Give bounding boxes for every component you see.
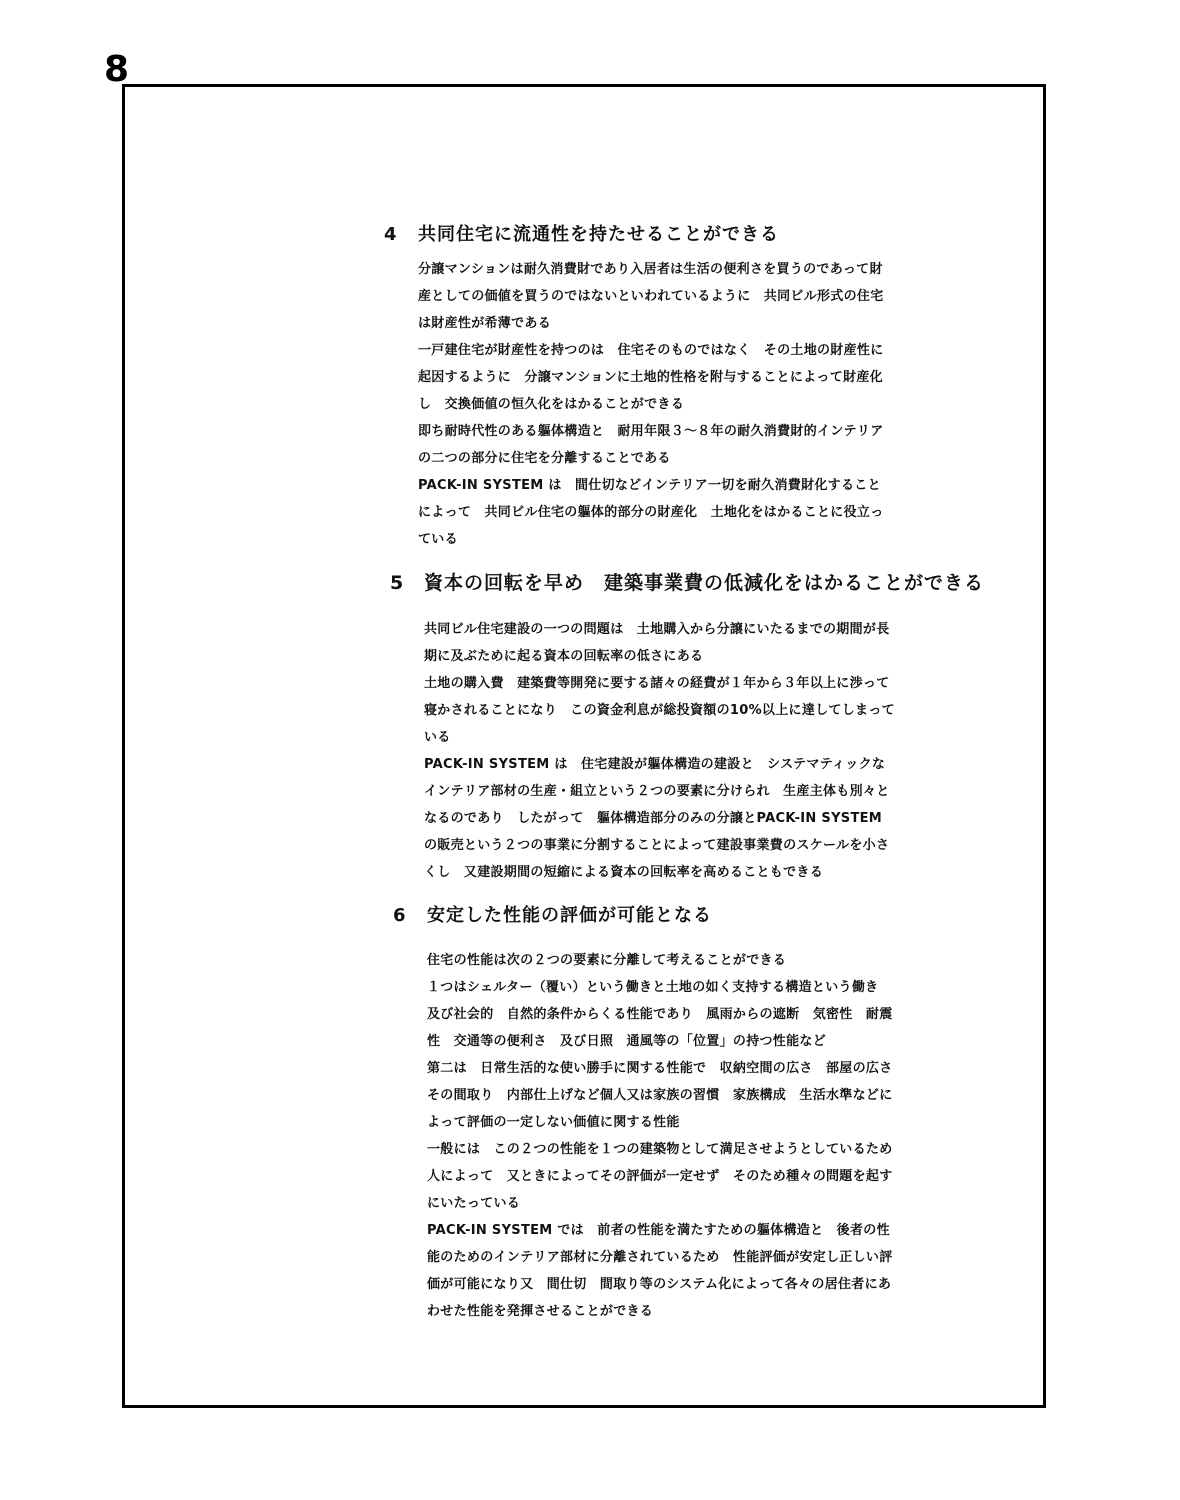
- section-heading: [390, 570, 985, 596]
- text-line: 寝かされることになり この資金利息が総投資額の10%以上に達してしまって: [424, 703, 895, 718]
- text-line: にいたっている: [427, 1196, 521, 1211]
- section-title: 安定した性能の評価が可能となる: [427, 905, 712, 926]
- section-6: [393, 903, 973, 1325]
- text-line: わせた性能を発揮させることができる: [427, 1304, 654, 1319]
- text-line: の販売という２つの事業に分割することによって建設事業費のスケールを小さ: [424, 838, 890, 853]
- text-line: は財産性が希薄である: [418, 316, 552, 331]
- text-line: によって 共同ビル住宅の軀体的部分の財産化 土地化をはかることに役立っ: [418, 505, 884, 520]
- section-heading: [384, 222, 964, 248]
- section-title: 共同住宅に流通性を持たせることができる: [418, 224, 779, 245]
- text-line: 産としての価値を買うのではないといわれているように 共同ビル形式の住宅: [418, 289, 884, 304]
- text-line: いる: [424, 730, 451, 745]
- text-line: 性 交通等の便利さ 及び日照 通風等の「位置」の持つ性能など: [427, 1034, 827, 1049]
- section-title: 資本の回転を早め 建築事業費の低減化をはかることができる: [424, 572, 985, 594]
- text-line: 価が可能になり又 間仕切 間取り等のシステム化によって各々の居住者にあ: [427, 1277, 892, 1292]
- text-line: 起因するように 分譲マンションに土地的性格を附与することによって財産化: [418, 370, 883, 385]
- text-line: 分譲マンションは耐久消費財であり入居者は生活の便利さを買うのであって財: [418, 262, 883, 277]
- section-4: [384, 222, 964, 553]
- text-line: の二つの部分に住宅を分離することである: [418, 451, 671, 466]
- text-line: なるのであり したがって 軀体構造部分のみの分譲とPACK-IN SYSTEM: [424, 811, 883, 826]
- text-line: 能のためのインテリア部材に分離されているため 性能評価が安定し正しい評: [427, 1250, 893, 1265]
- text-line: 第二は 日常生活的な使い勝手に関する性能で 収納空間の広さ 部屋の広さ: [427, 1061, 893, 1076]
- text-line: くし 又建設期間の短縮による資本の回転率を高めることもできる: [424, 865, 824, 880]
- text-line: 一戸建住宅が財産性を持つのは 住宅そのものではなく その土地の財産性に: [418, 343, 884, 358]
- section-number: 5: [390, 572, 405, 594]
- section-body: [424, 616, 970, 886]
- text-line: し 交換価値の恒久化をはかることができる: [418, 397, 685, 412]
- section-number: 6: [393, 905, 407, 926]
- text-line: 土地の購入費 建築費等開発に要する諸々の経費が１年から３年以上に渉って: [424, 676, 890, 691]
- text-line: 人によって 又ときによってその評価が一定せず そのため種々の問題を起す: [427, 1169, 893, 1184]
- text-line: ている: [418, 532, 458, 547]
- text-line: 期に及ぶために起る資本の回転率の低さにある: [424, 649, 704, 664]
- section-body: [427, 947, 973, 1325]
- text-line: よって評価の一定しない価値に関する性能: [427, 1115, 680, 1130]
- section-number: 4: [384, 224, 398, 245]
- text-line: PACK-IN SYSTEM は 間仕切などインテリア一切を耐久消費財化すること: [418, 478, 881, 493]
- text-line: 及び社会的 自然的条件からくる性能であり 風雨からの遮断 気密性 耐震: [427, 1007, 893, 1022]
- section-heading: [393, 903, 973, 929]
- text-line: その間取り 内部仕上げなど個人又は家族の習慣 家族構成 生活水準などに: [427, 1088, 893, 1103]
- text-line: 即ち耐時代性のある軀体構造と 耐用年限３～８年の耐久消費財的インテリア: [418, 424, 884, 439]
- text-line: インテリア部材の生産・組立という２つの要素に分けられ 生産主体も別々と: [424, 784, 890, 799]
- text-line: PACK-IN SYSTEM では 前者の性能を満たすための軀体構造と 後者の性: [427, 1223, 890, 1238]
- page-number: 8: [104, 49, 130, 90]
- section-body: [418, 256, 964, 553]
- text-line: PACK-IN SYSTEM は 住宅建設が軀体構造の建設と システマティックな: [424, 757, 886, 772]
- section-5: [390, 570, 985, 886]
- text-line: 一般には この２つの性能を１つの建築物として満足させようとしているため: [427, 1142, 893, 1157]
- text-line: 共同ビル住宅建設の一つの問題は 土地購入から分譲にいたるまでの期間が長: [424, 622, 890, 637]
- text-line: 住宅の性能は次の２つの要素に分離して考えることができる: [427, 953, 787, 968]
- text-line: １つはシェルター（覆い）という働きと土地の如く支持する構造という働き: [427, 980, 879, 995]
